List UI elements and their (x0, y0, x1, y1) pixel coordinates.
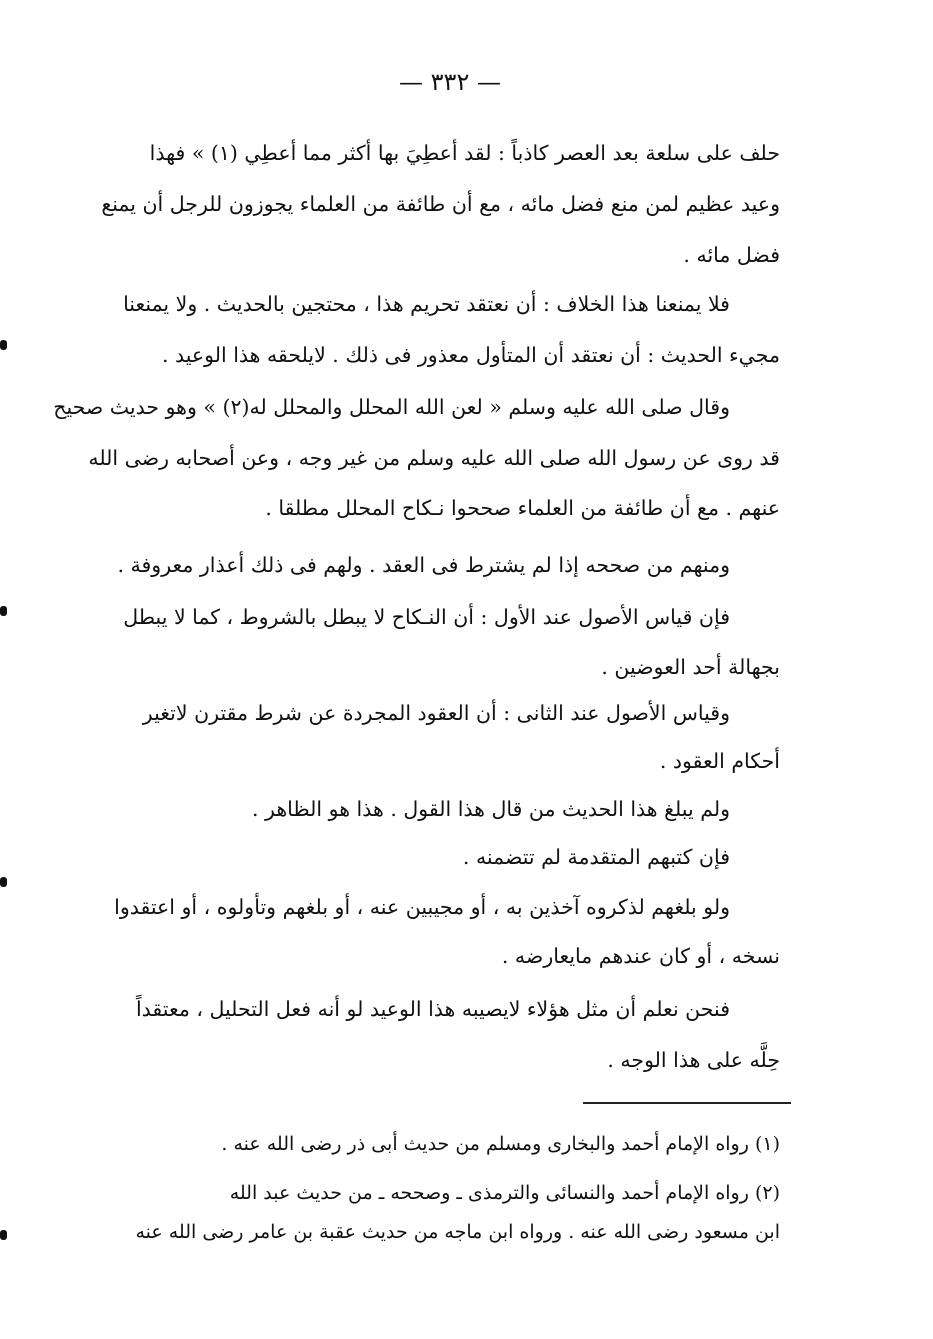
footnote: (٢) رواه الإمام أحمد والنسائى والترمذى ـ وصححه ـ من حديث عبد الله (229, 1182, 780, 1204)
scan-edge-mark (0, 1230, 7, 1240)
scan-edge-mark (0, 877, 7, 887)
text-line: أحكام العقود . (659, 749, 780, 773)
footnote: ابن مسعود رضى الله عنه . ورواه ابن ماجه من حديث عقبة بن عامر رضى الله عنه (135, 1221, 780, 1243)
text-line: وعيد عظيم لمن منع فضل مائه ، مع أن طائفة من العلماء يجوزون للرجل أن يمنع (101, 192, 780, 216)
text-line: مجيء الحديث : أن نعتقد أن المتأول معذور فى ذلك . لايلحقه هذا الوعيد . (161, 343, 780, 367)
text-line: وقياس الأصول عند الثانى : أن العقود المجردة عن شرط مقترن لاتغير (142, 701, 730, 725)
text-line: فنحن نعلم أن مثل هؤلاء لايصيبه هذا الوعيد لو أنه فعل التحليل ، معتقداً (135, 997, 730, 1021)
text-line: فضل مائه . (683, 243, 780, 267)
text-line: ولو بلغهم لذكروه آخذين به ، أو مجيبين عنه ، أو بلغهم وتأولوه ، أو اعتقدوا (114, 895, 730, 919)
text-line: ومنهم من صححه إذا لم يشترط فى العقد . ولهم فى ذلك أعذار معروفة . (117, 553, 730, 577)
text-line: فإن كتبهم المتقدمة لم تتضمنه . (462, 845, 730, 869)
text-line: نسخه ، أو كان عندهم مايعارضه . (501, 944, 780, 968)
text-line: وقال صلى الله عليه وسلم « لعن الله المحلل والمحلل له(٢) » وهو حديث صحيح (53, 395, 730, 419)
text-line: قد روى عن رسول الله صلى الله عليه وسلم من غير وجه ، وعن أصحابه رضى الله (88, 446, 780, 470)
scan-edge-mark (0, 606, 7, 616)
text-line: فلا يمنعنا هذا الخلاف : أن نعتقد تحريم هذا ، محتجين بالحديث . ولا يمنعنا (123, 292, 730, 316)
footnote: (١) رواه الإمام أحمد والبخارى ومسلم من حديث أبى ذر رضى الله عنه . (221, 1133, 780, 1155)
text-line: ولم يبلغ هذا الحديث من قال هذا القول . هذا هو الظاهر . (251, 797, 730, 821)
text-line: حلف على سلعة بعد العصر كاذباً : لقد أعطِيَ بها أكثر مما أعطِي (١) » فهذا (149, 141, 780, 165)
text-line: حِلَّه على هذا الوجه . (607, 1048, 780, 1072)
footnote-separator (583, 1102, 791, 1104)
scan-edge-mark (0, 340, 7, 350)
text-line: فإن قياس الأصول عند الأول : أن النـكاح لا يبطل بالشروط ، كما لا يبطل (123, 605, 730, 629)
text-line: عنهم . مع أن طائفة من العلماء صححوا نـكاح المحلل مطلقا . (265, 496, 780, 520)
page-number: — ٣٣٢ — (399, 68, 501, 96)
text-line: بجهالة أحد العوضين . (601, 655, 780, 679)
